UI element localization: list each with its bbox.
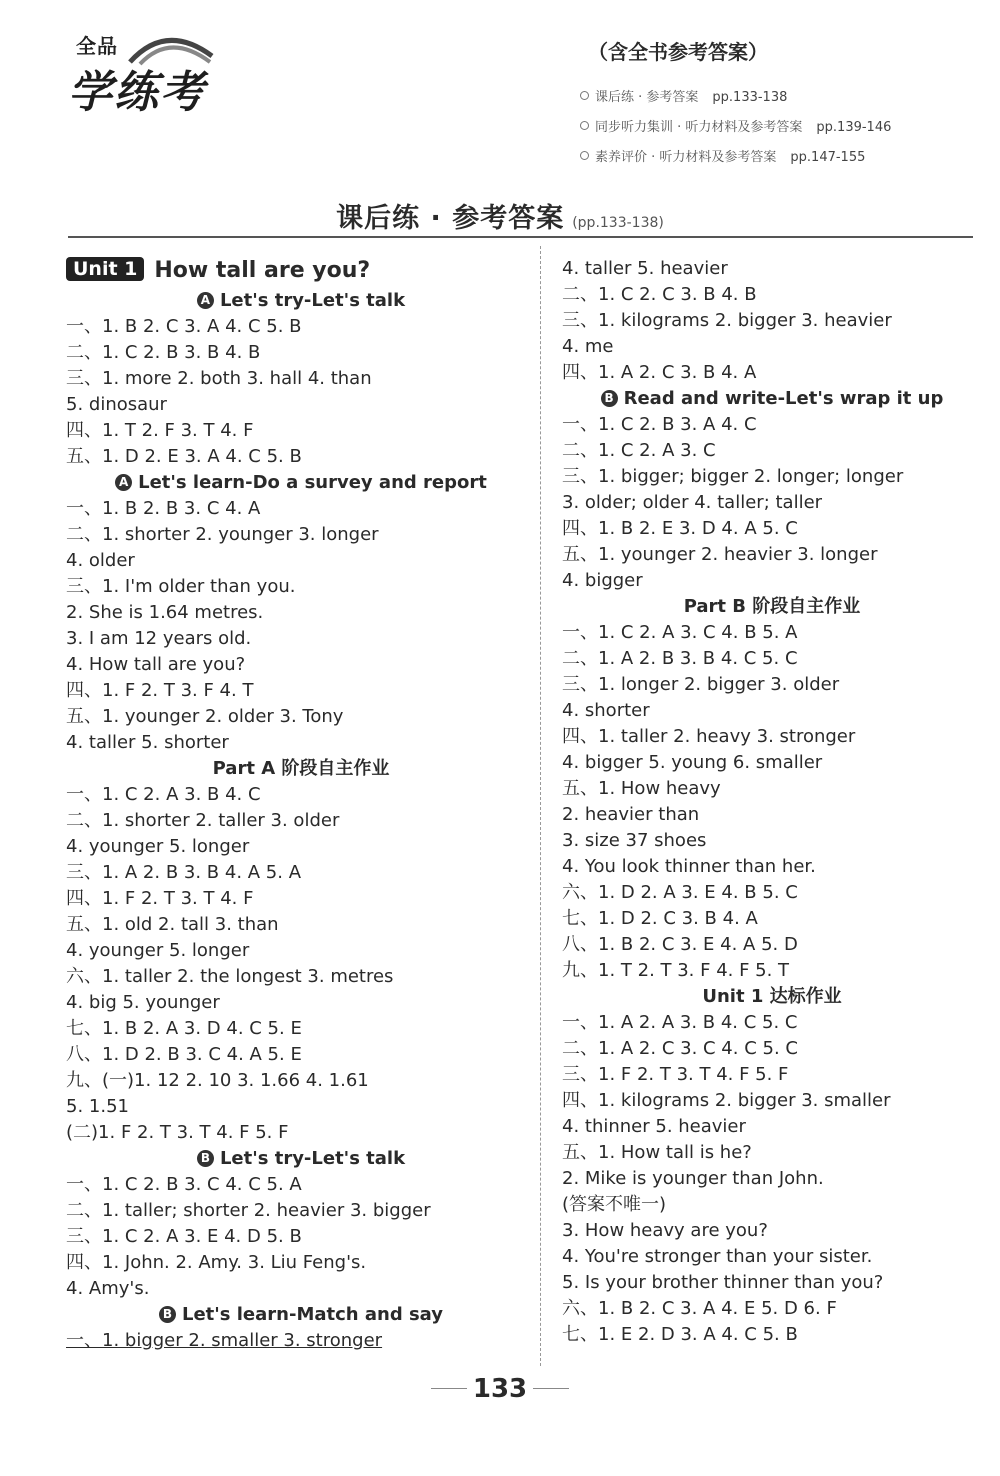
answer-line [562,360,982,386]
line-text: 二、1. taller; shorter 2. heavier 3. bigger [66,1200,431,1221]
line-text: 一、1. C 2. A 3. B 4. C [66,784,261,805]
line-text: 4. shorter [562,700,650,721]
page-number-text: 133 [472,1374,528,1404]
answer-line [562,1244,982,1270]
answer-line [562,646,982,672]
line-text: 九、(一)1. 12 2. 10 3. 1.66 4. 1.61 [66,1070,369,1091]
answer-line [66,938,536,964]
line-text: 4. bigger 5. young 6. smaller [562,752,823,773]
answer-line [562,464,982,490]
section-heading [66,470,536,496]
logo-small-text: 全品 [76,34,118,58]
line-text: 4. older [66,550,135,571]
answer-line [66,340,536,366]
page-number-dash [431,1388,467,1389]
line-text: 五、1. younger 2. older 3. Tony [66,706,344,727]
answer-line [562,854,982,880]
contents-pages: pp.139-146 [816,120,892,135]
line-text: 三、1. kilograms 2. bigger 3. heavier [562,310,892,331]
answer-line [66,1172,536,1198]
line-text: 4. taller 5. heavier [562,258,728,279]
logo-big-text: 学练考 [68,67,206,118]
answer-line [66,886,536,912]
answer-line [562,568,982,594]
answer-line [562,1192,982,1218]
section-heading [562,594,982,620]
line-text: 一、1. bigger 2. smaller 3. stronger [66,1330,383,1351]
line-text: Let's try-Let's talk [219,1148,406,1169]
line-text: 四、1. taller 2. heavy 3. stronger [562,726,856,747]
section-heading [66,1302,536,1328]
contents-row [580,143,980,173]
answer-line [562,282,982,308]
answer-line [66,782,536,808]
circle-bullet-icon [580,121,589,130]
answer-line [562,724,982,750]
circle-bullet-icon [580,91,589,100]
line-text: 四、1. kilograms 2. bigger 3. smaller [562,1090,891,1111]
line-text: 二、1. shorter 2. younger 3. longer [66,524,379,545]
answer-line [66,1016,536,1042]
line-text: 4. younger 5. longer [66,940,250,961]
answer-line [562,906,982,932]
line-text: 三、1. longer 2. bigger 3. older [562,674,840,695]
line-text: 五、1. D 2. E 3. A 4. C 5. B [66,446,302,467]
line-text: 八、1. B 2. C 3. E 4. A 5. D [562,934,798,955]
answer-line [562,1062,982,1088]
answer-line [66,314,536,340]
line-text: 5. 1.51 [66,1096,129,1117]
part-a-icon: A [197,292,214,309]
answer-line [66,730,536,756]
line-text: 3. I am 12 years old. [66,628,252,649]
answer-line [66,392,536,418]
line-text: 四、1. B 2. E 3. D 4. A 5. C [562,518,798,539]
answer-line [66,652,536,678]
answer-line [562,490,982,516]
answer-line [562,698,982,724]
line-text: 四、1. A 2. C 3. B 4. A [562,362,757,383]
unit-title: How tall are you? [154,258,371,283]
line-text: 四、1. F 2. T 3. F 4. T [66,680,254,701]
line-text: 三、1. C 2. A 3. E 4. D 5. B [66,1226,302,1247]
line-text: 八、1. D 2. B 3. C 4. A 5. E [66,1044,302,1065]
line-text: 二、1. C 2. B 3. B 4. B [66,342,261,363]
line-text: 二、1. C 2. A 3. C [562,440,716,461]
line-text: Let's try-Let's talk [219,290,406,311]
answer-line [66,1224,536,1250]
right-answer-list [562,256,982,1348]
answer-line [562,308,982,334]
line-text: 二、1. A 2. B 3. B 4. C 5. C [562,648,798,669]
line-text: Read and write-Let's wrap it up [623,388,944,409]
line-text: 七、1. B 2. A 3. D 4. C 5. E [66,1018,302,1039]
contents-heading: （含全书参考答案） [588,40,768,64]
answer-line [66,1276,536,1302]
line-text: Part A 阶段自主作业 [212,758,390,779]
line-text: Unit 1 达标作业 [702,986,842,1007]
left-answer-list [66,288,536,1354]
section-heading [66,288,536,314]
line-text: 3. size 37 shoes [562,830,707,851]
answer-line [66,626,536,652]
answer-line [66,1094,536,1120]
line-text: 七、1. D 2. C 3. B 4. A [562,908,758,929]
contents-row [580,113,980,143]
answer-line [562,1270,982,1296]
line-text: 六、1. taller 2. the longest 3. metres [66,966,394,987]
line-text: 二、1. A 2. C 3. C 4. C 5. C [562,1038,798,1059]
line-text: 四、1. John. 2. Amy. 3. Liu Feng's. [66,1252,367,1273]
page-number-dash [533,1388,569,1389]
page-title-range: (pp.133-138) [572,215,664,231]
contents-pages: pp.147-155 [790,150,866,165]
line-text: 一、1. C 2. B 3. A 4. C [562,414,757,435]
line-text: 三、1. I'm older than you. [66,576,296,597]
answer-line [66,678,536,704]
line-text: 一、1. A 2. A 3. B 4. C 5. C [562,1012,798,1033]
book-contents [580,36,980,173]
line-text: 3. How heavy are you? [562,1220,768,1241]
answer-line [562,776,982,802]
circle-bullet-icon [580,151,589,160]
answer-line [562,1088,982,1114]
line-text: 4. You look thinner than her. [562,856,816,877]
answer-line [66,1328,536,1354]
answer-line [66,444,536,470]
line-text: 4. big 5. younger [66,992,220,1013]
line-text: 4. Amy's. [66,1278,150,1299]
line-text: 4. How tall are you? [66,654,246,675]
answer-line [66,1250,536,1276]
answer-line [66,496,536,522]
unit-heading [66,256,536,286]
part-b-icon: B [601,390,618,407]
line-text: 一、1. C 2. A 3. C 4. B 5. A [562,622,798,643]
answer-line [562,880,982,906]
line-text: (答案不唯一) [562,1194,667,1215]
line-text: 一、1. C 2. B 3. C 4. C 5. A [66,1174,302,1195]
answer-line [66,1198,536,1224]
page-title [0,196,1000,235]
line-text: 九、1. T 2. T 3. F 4. F 5. T [562,960,790,981]
answer-line [562,1140,982,1166]
line-text: 三、1. F 2. T 3. T 4. F 5. F [562,1064,789,1085]
part-b-icon: B [197,1150,214,1167]
line-text: 4. You're stronger than your sister. [562,1246,873,1267]
line-text: 五、1. old 2. tall 3. than [66,914,279,935]
answer-line [562,828,982,854]
line-text: Let's learn-Match and say [181,1304,444,1325]
line-text: 4. bigger [562,570,643,591]
answer-line [66,366,536,392]
answer-line [66,834,536,860]
answer-line [562,1322,982,1348]
line-text: 2. Mike is younger than John. [562,1168,824,1189]
contents-label: 课后练 · 参考答案 [595,90,699,105]
contents-label: 素养评价 · 听力材料及参考答案 [595,150,777,165]
title-rule [68,236,973,238]
part-a-icon: A [115,474,132,491]
page-title-text: 课后练 · 参考答案 [336,203,565,234]
line-text: 七、1. E 2. D 3. A 4. C 5. B [562,1324,798,1345]
answer-line [66,964,536,990]
answer-line [562,672,982,698]
line-text: 3. older; older 4. taller; taller [562,492,823,513]
line-text: 2. heavier than [562,804,700,825]
left-column [66,256,536,1354]
answer-line [562,1296,982,1322]
section-heading [562,984,982,1010]
answer-line [562,412,982,438]
line-text: Let's learn-Do a survey and report [138,472,487,493]
answer-line [66,574,536,600]
line-text: 4. younger 5. longer [66,836,250,857]
line-text: 二、1. shorter 2. taller 3. older [66,810,340,831]
line-text: Part B 阶段自主作业 [683,596,861,617]
answer-line [66,1120,536,1146]
answer-line [562,334,982,360]
answer-line [66,704,536,730]
line-text: 一、1. B 2. B 3. C 4. A [66,498,261,519]
line-text: 四、1. T 2. F 3. T 4. F [66,420,254,441]
line-text: 三、1. A 2. B 3. B 4. A 5. A [66,862,302,883]
line-text: 六、1. B 2. C 3. A 4. E 5. D 6. F [562,1298,837,1319]
answer-line [66,1042,536,1068]
right-column [562,256,982,1348]
unit-badge: Unit 1 [66,257,144,281]
section-heading [562,386,982,412]
line-text: 4. thinner 5. heavier [562,1116,746,1137]
answer-line [562,750,982,776]
answer-line [562,932,982,958]
line-text: 三、1. more 2. both 3. hall 4. than [66,368,372,389]
line-text: 五、1. How heavy [562,778,721,799]
answer-line [66,808,536,834]
answer-line [562,958,982,984]
answer-line [66,548,536,574]
line-text: 2. She is 1.64 metres. [66,602,264,623]
section-heading [66,756,536,782]
contents-row [580,83,980,113]
line-text: 五、1. How tall is he? [562,1142,752,1163]
line-text: 4. me [562,336,614,357]
page-number [0,1374,1000,1404]
line-text: 5. dinosaur [66,394,167,415]
answer-line [66,912,536,938]
contents-pages: pp.133-138 [712,90,788,105]
line-text: 二、1. C 2. C 3. B 4. B [562,284,757,305]
column-divider [540,246,541,1366]
answer-line [562,516,982,542]
contents-label: 同步听力集训 · 听力材料及参考答案 [595,120,803,135]
answer-line [66,990,536,1016]
answer-line [66,600,536,626]
answer-line [562,1218,982,1244]
answer-line [562,802,982,828]
answer-line [562,1114,982,1140]
brand-logo [68,22,228,118]
line-text: 三、1. bigger; bigger 2. longer; longer [562,466,904,487]
line-text: 四、1. F 2. T 3. T 4. F [66,888,254,909]
line-text: 5. Is your brother thinner than you? [562,1272,884,1293]
answer-line [66,418,536,444]
line-text: 4. taller 5. shorter [66,732,229,753]
answer-line [562,620,982,646]
answer-line [562,256,982,282]
answer-line [562,1166,982,1192]
answer-line [66,522,536,548]
answer-line [562,542,982,568]
line-text: 六、1. D 2. A 3. E 4. B 5. C [562,882,798,903]
line-text: (二)1. F 2. T 3. T 4. F 5. F [66,1122,289,1143]
answer-line [562,438,982,464]
answer-line [66,1068,536,1094]
section-heading [66,1146,536,1172]
line-text: 五、1. younger 2. heavier 3. longer [562,544,878,565]
answer-line [562,1010,982,1036]
line-text: 一、1. B 2. C 3. A 4. C 5. B [66,316,302,337]
answer-line [66,860,536,886]
part-b-icon: B [159,1306,176,1323]
answer-line [562,1036,982,1062]
